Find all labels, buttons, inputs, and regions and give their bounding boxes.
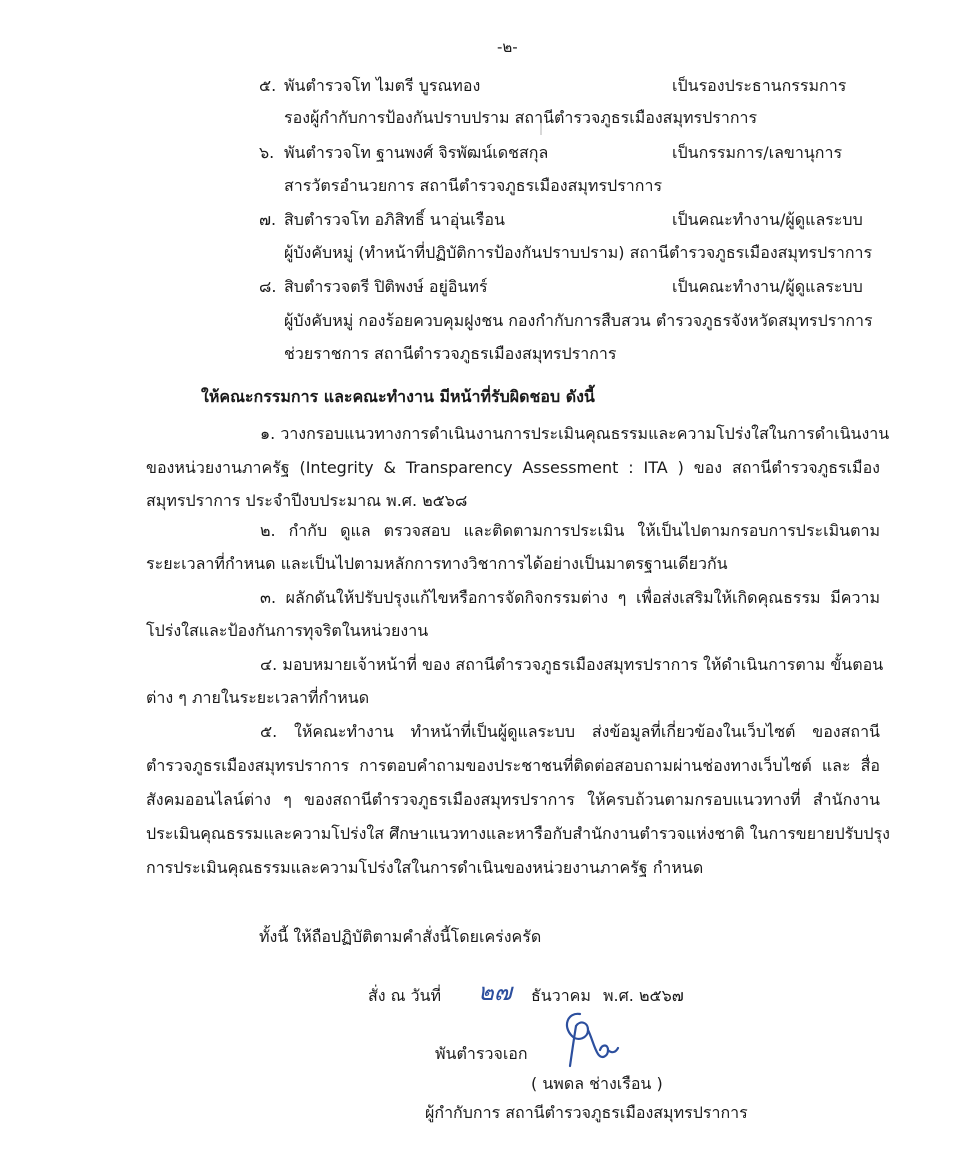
member-7-role: เป็นคณะทำงาน/ผู้ดูแลระบบ — [672, 210, 863, 229]
duty-5-line-2: ตำรวจภูธรเมืองสมุทรปราการ การตอบคำถามของประชาชนที่ติดต่อสอบถามผ่านช่องทางเว็บไซต์ และ สื่อ — [146, 756, 880, 775]
duties-heading: ให้คณะกรรมการ และคณะทำงาน มีหน้าที่รับผิดชอบ ดังนี้ — [201, 387, 595, 406]
ordered-year: พ.ศ. ๒๕๖๗ — [603, 986, 684, 1005]
member-7-index: ๗. — [259, 210, 277, 229]
member-5-name: พันตำรวจโท ไมตรี บูรณทอง — [284, 76, 481, 95]
duty-3-line-2: โปร่งใสและป้องกันการทุจริตในหน่วยงาน — [146, 621, 429, 640]
duty-2-line-2: ระยะเวลาที่กำหนด และเป็นไปตามหลักการทางวิชาการได้อย่างเป็นมาตรฐานเดียวกัน — [146, 554, 728, 573]
ordered-prefix: สั่ง ณ วันที่ — [368, 986, 442, 1005]
duty-1-line-2: ของหน่วยงานภาครัฐ (Integrity & Transparency Assessment : ITA ) ของ สถานีตำรวจภูธรเมือง — [146, 458, 880, 477]
duty-4-line-1: ๔. มอบหมายเจ้าหน้าที่ ของ สถานีตำรวจภูธรเมืองสมุทรปราการ ให้ดำเนินการตาม ขั้นตอน — [260, 655, 884, 674]
signature-image — [558, 1008, 622, 1070]
member-5-position: รองผู้กำกับการป้องกันปราบปราม สถานีตำรวจภูธรเมืองสมุทรปราการ — [284, 108, 758, 127]
duty-5-line-3: สังคมออนไลน์ต่าง ๆ ของสถานีตำรวจภูธรเมืองสมุทรปราการ ให้ครบถ้วนตามกรอบแนวทางที่ สำนักงาน — [146, 790, 880, 809]
member-6-position: สารวัตรอำนวยการ สถานีตำรวจภูธรเมืองสมุทรปราการ — [284, 176, 663, 195]
member-8-name: สิบตำรวจตรี ปิติพงษ์ อยู่อินทร์ — [284, 277, 488, 296]
signer-name: ( นพดล ช่างเรือน ) — [531, 1074, 663, 1093]
member-5-index: ๕. — [259, 76, 277, 95]
signer-rank: พันตำรวจเอก — [435, 1044, 528, 1063]
member-8-index: ๘. — [259, 277, 277, 296]
member-6-role: เป็นกรรมการ/เลขานุการ — [672, 143, 843, 162]
ordered-month: ธันวาคม — [531, 986, 591, 1005]
member-6-name: พันตำรวจโท ฐานพงศ์ จิรพัฒน์เดชสกุล — [284, 143, 549, 162]
member-6-index: ๖. — [259, 143, 275, 162]
page-number: -๒- — [497, 38, 518, 56]
duty-2-line-1: ๒. กำกับ ดูแล ตรวจสอบ และติดตามการประเมิน ให้เป็นไปตามกรอบการประเมินตาม — [260, 521, 880, 540]
duty-1-line-3: สมุทรปราการ ประจำปีงบประมาณ พ.ศ. ๒๕๖๘ — [146, 491, 468, 510]
closing-statement: ทั้งนี้ ให้ถือปฏิบัติตามคำสั่งนี้โดยเคร่งครัด — [259, 927, 542, 946]
member-8-role: เป็นคณะทำงาน/ผู้ดูแลระบบ — [672, 277, 863, 296]
signer-title: ผู้กำกับการ สถานีตำรวจภูธรเมืองสมุทรปราการ — [425, 1103, 748, 1122]
member-7-name: สิบตำรวจโท อภิสิทธิ์ นาอุ่นเรือน — [284, 210, 505, 229]
member-7-position: ผู้บังคับหมู่ (ทำหน้าที่ปฏิบัติการป้องกันปราบปราม) สถานีตำรวจภูธรเมืองสมุทรปราการ — [284, 243, 873, 262]
duty-5-line-4: ประเมินคุณธรรมและความโปร่งใส ศึกษาแนวทางและหารือกับสำนักงานตำรวจแห่งชาติ ในการขยายปรับปรุง — [146, 824, 890, 843]
signature-icon — [558, 1008, 622, 1070]
duty-3-line-1: ๓. ผลักดันให้ปรับปรุงแก้ไขหรือการจัดกิจกรรมต่าง ๆ เพื่อส่งเสริมให้เกิดคุณธรรม มีความ — [260, 588, 880, 607]
member-8-position-cont: ช่วยราชการ สถานีตำรวจภูธรเมืองสมุทรปราการ — [284, 344, 617, 363]
member-8-position: ผู้บังคับหมู่ กองร้อยควบคุมฝูงชน กองกำกับการสืบสวน ตำรวจภูธรจังหวัดสมุทรปราการ — [284, 311, 873, 330]
duty-5-line-5: การประเมินคุณธรรมและความโปร่งใสในการดำเนินของหน่วยงานภาครัฐ กำหนด — [146, 858, 704, 877]
duty-5-line-1: ๕. ให้คณะทำงาน ทำหน้าที่เป็นผู้ดูแลระบบ ส่งข้อมูลที่เกี่ยวข้องในเว็บไซต์ ของสถานี — [260, 722, 880, 741]
ordered-day: ๒๗ — [478, 978, 512, 1006]
duty-4-line-2: ต่าง ๆ ภายในระยะเวลาที่กำหนด — [146, 688, 370, 707]
member-5-role: เป็นรองประธานกรรมการ — [672, 76, 847, 95]
duty-1-line-1: ๑. วางกรอบแนวทางการดำเนินงานการประเมินคุณธรรมและความโปร่งใสในการดำเนินงาน — [260, 424, 890, 443]
